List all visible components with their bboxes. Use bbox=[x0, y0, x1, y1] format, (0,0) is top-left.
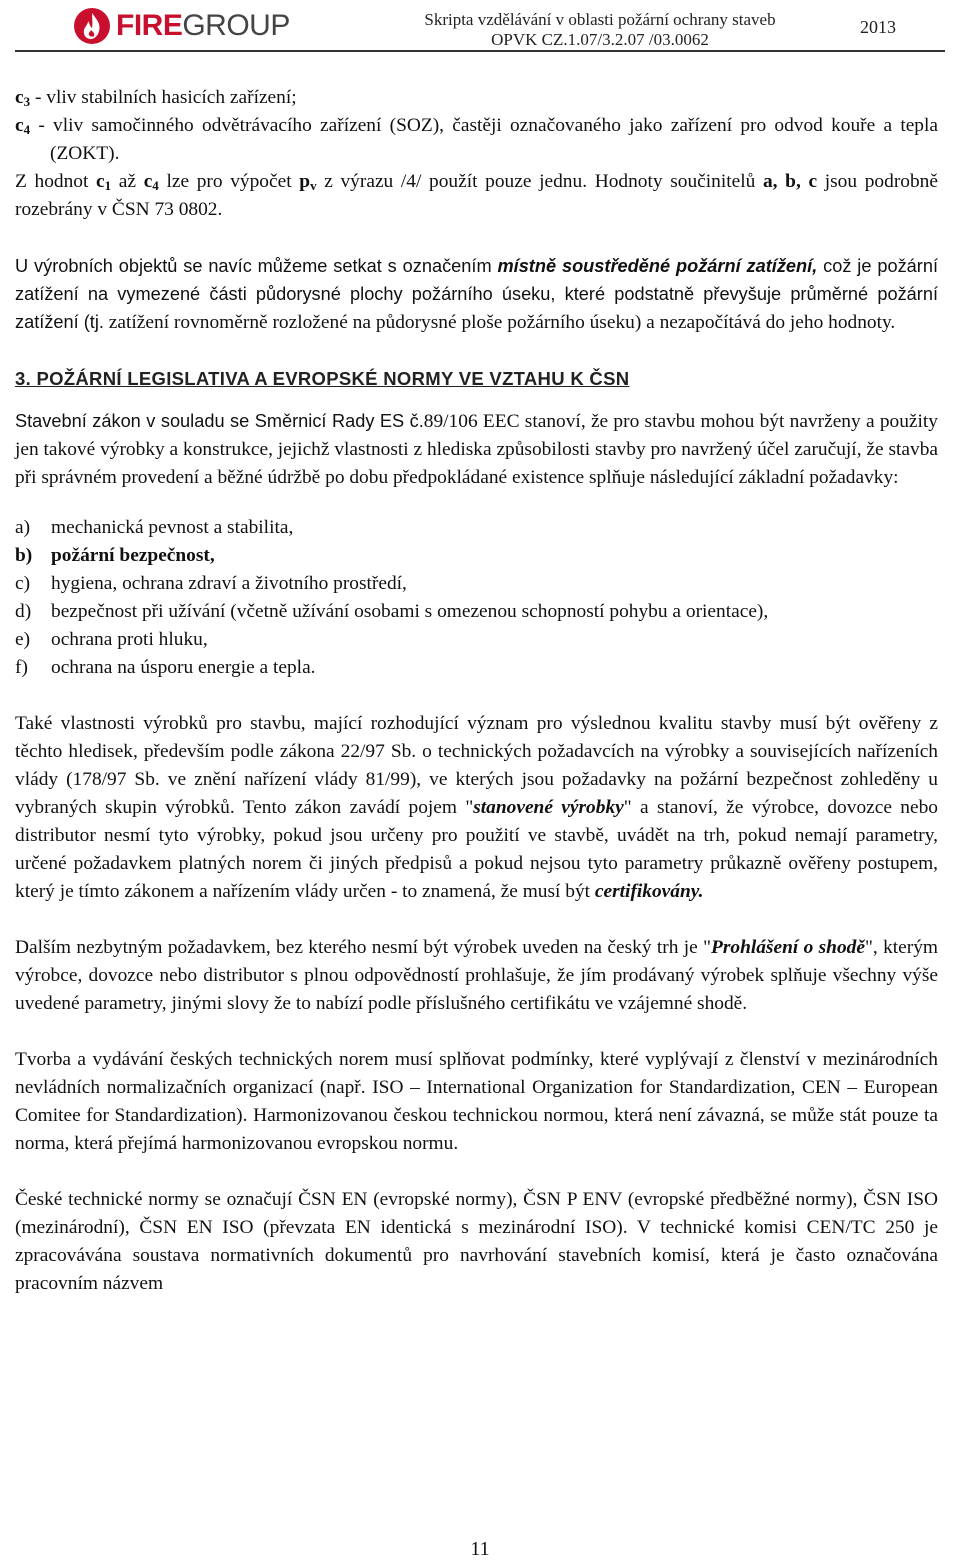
paragraph-products: Také vlastnosti výrobků pro stavbu, mající rozhodující význam pro výslednou kvalitu stavby musí být ověřeny z těchto hledisek, především podle zákona 22/97 Sb. o technických požadavcích na výrobky a souvisejících nařízeních vlády (178/97 Sb. ve znění nařízení vlády 81/99), ve kterých jsou požadavky na požární bezpečnost zohleděny u vybraných skupin výrobků. Tento zákon zavádí pojem "stanovené výrobky" a stanoví, že výrobce, dovozce nebo distributor nesmí tyto výrobky, pokud jsou určeny pro použití ve stavbě, uvádět na trh, pokud nemají parametry, určené požadavkem platných norem či jiných předpisů a pokud nejsou tyto parametry průkazně ověřeny postupem, který je tímto zákonem a nařízením vlády určen - to znamená, že musí být certifikovány. bbox=[15, 713, 938, 902]
logo-fire: FIRE bbox=[116, 9, 183, 42]
paragraph-csn: České technické normy se označují ČSN EN (evropské normy), ČSN P ENV (evropské předběžné normy), ČSN ISO (mezinárodní), ČSN EN ISO (převzata EN identická s mezinárodní ISO). V technické komisi CEN/TC 250 je zpracovávána soustava normativních dokumentů pro navrhování stavebních komisí, která je často označována pracovním názvem bbox=[15, 1189, 938, 1294]
term-certified: certifikovány. bbox=[594, 881, 704, 902]
list-item: f) ochrana na úsporu energie a tepla. bbox=[15, 657, 316, 678]
coefficient-c3: $c_3$ - vliv stabilních hasicích zařízení; bbox=[15, 87, 297, 109]
coefficient-c4: $c_4$ - vliv samočinného odvětrávacího zařízení (SOZ), častěji označovaného jako zařízení pro odvod kouře a tepla (ZOKT). bbox=[15, 115, 938, 164]
list-item: a) mechanická pevnost a stabilita, bbox=[15, 517, 294, 538]
page-header bbox=[0, 0, 960, 52]
list-item: c) hygiena, ochrana zdraví a životního prostředí, bbox=[15, 573, 407, 594]
list-item: e) ochrana proti hluku, bbox=[15, 629, 208, 650]
header-subtitle-line2: OPVK CZ.1.07/3.2.07 /03.0062 bbox=[491, 30, 709, 49]
section-heading: 3. POŽÁRNÍ LEGISLATIVA A EVROPSKÉ NORMY VE VZTAHU K ČSN bbox=[15, 368, 630, 389]
flame-logo-icon bbox=[72, 6, 112, 46]
requirements-list bbox=[15, 514, 938, 682]
term-local-fire-load: místně soustředěné požární zatížení, bbox=[497, 256, 818, 276]
header-subtitle bbox=[392, 10, 808, 50]
logo-wordmark bbox=[116, 6, 290, 46]
page-content bbox=[15, 84, 938, 1298]
term-determined-products: stanovené výrobky bbox=[473, 797, 624, 818]
paragraph-local-fire-load: U výrobních objektů se navíc můžeme setkat s označením místně soustředěné požární zatížení, což je požární zatížení na vymezené části půdorysné plochy požárního úseku, které podstatně převyšuje průměrné požární zatížení (tj. zatížení rovnoměrně rozložené na půdorysné ploše požárního úseku) a nezapočítává do jeho hodnoty. bbox=[15, 256, 938, 333]
page-number: 11 bbox=[470, 1538, 490, 1560]
term-declaration-of-conformity: Prohlášení o shodě bbox=[710, 937, 865, 958]
paragraph-declaration: Dalším nezbytným požadavkem, bez kterého nesmí být výrobek uveden na český trh je "Prohlášení o shodě", kterým výrobce, dovozce nebo distributor s plnou odpovědností prohlašuje, že jím prodávaný výrobek splňuje všechny výše uvedené parametry, jinými slovy že to nabízí podle příslušného certifikátu ve vzájemné shodě. bbox=[15, 937, 938, 1014]
paragraph-norms: Tvorba a vydávání českých technických norem musí splňovat podmínky, které vyplývají z členství v mezinárodních nevládních normalizačních organizací (např. ISO – International Organization for Standardization, CEN – European Comitee for Standardization). Harmonizovanou českou technickou normou, která není závazná, se může stát pouze ta norma, která přejímá harmonizovanou evropskou normu. bbox=[15, 1049, 938, 1154]
firegroup-logo bbox=[72, 6, 290, 46]
header-subtitle-line1: Skripta vzdělávání v oblasti požární ochrany staveb bbox=[424, 10, 776, 29]
list-item: b) požární bezpečnost, bbox=[15, 545, 215, 566]
logo-group: GROUP bbox=[182, 9, 290, 42]
coefficients-note: Z hodnot $c_1$ až $c_4$ lze pro výpočet $p_v$ z výrazu /4/ použít pouze jednu. Hodnoty součinitelů a, b, c jsou podrobně rozebrány v ČSN 73 0802. bbox=[15, 171, 938, 220]
header-divider bbox=[15, 50, 945, 52]
paragraph-building-law: Stavební zákon v souladu se Směrnicí Rady ES č.89/106 EEC stanoví, že pro stavbu mohou být navrženy a použity jen takové výrobky a konstrukce, jejichž vlastnosti z hlediska způsobilosti stavby pro navržený účel zaručují, že stavba při správném provedení a běžné údržbě po dobu předpokládané existence splňuje následující základní požadavky: bbox=[15, 411, 938, 488]
header-year: 2013 bbox=[860, 17, 896, 37]
list-item: d) bezpečnost při užívání (včetně užívání osobami s omezenou schopností pohybu a orientace), bbox=[15, 601, 769, 622]
